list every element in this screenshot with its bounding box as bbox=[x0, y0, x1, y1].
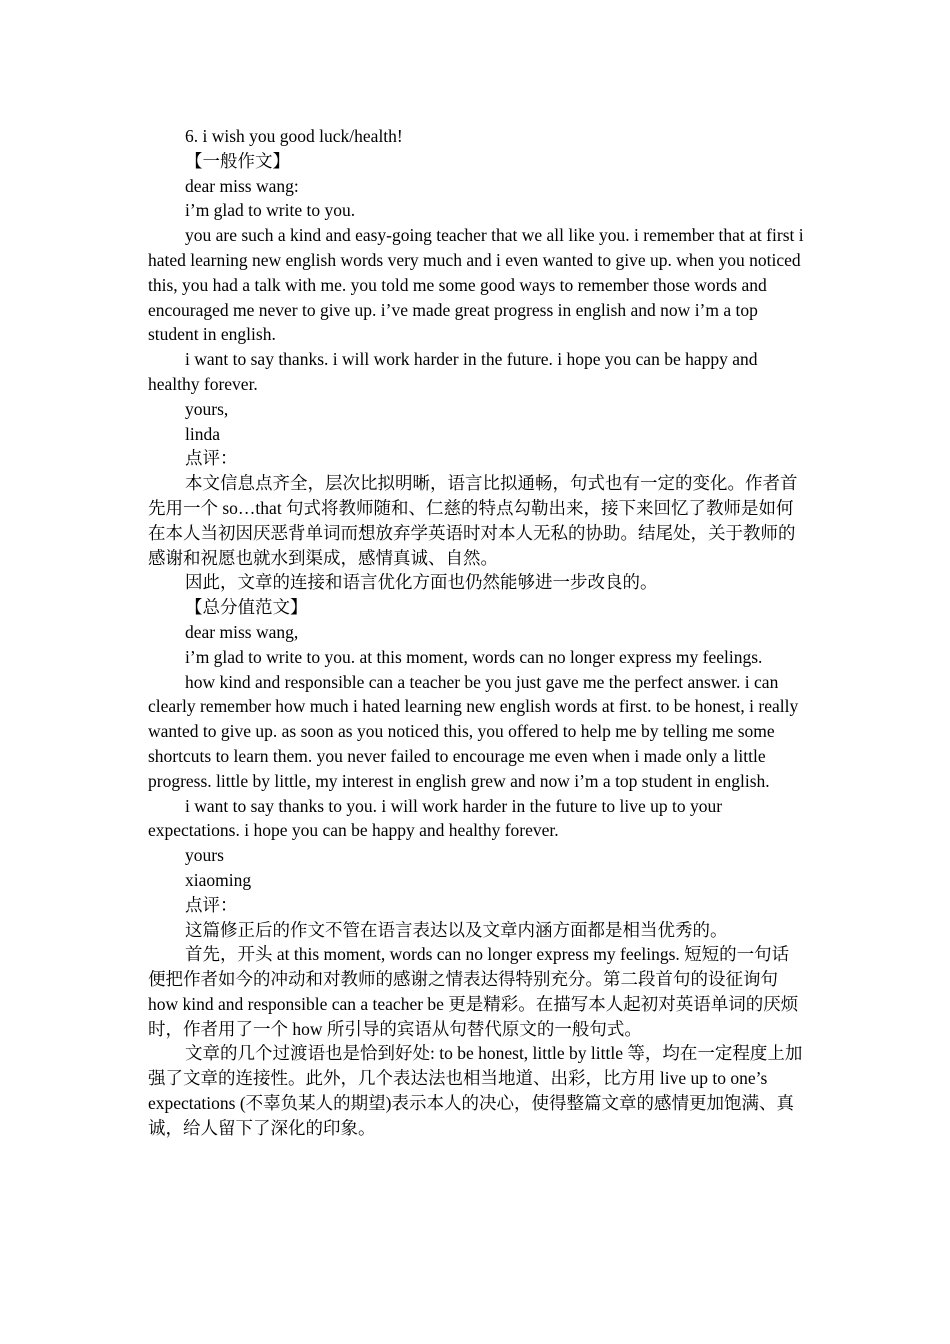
section-heading-general-essay: 【一般作文】 bbox=[185, 150, 290, 171]
comment-paragraph: 因此，文章的连接和语言优化方面也仍然能够进一步改良的。 bbox=[185, 572, 658, 593]
document-page bbox=[148, 124, 804, 1141]
letter-salutation: dear miss wang, bbox=[185, 621, 299, 642]
letter-body-paragraph: you are such a kind and easy-going teacher that we all like you. i remember that at first i hated learning new english words very much and i even wanted to give up. when you noticed this, you had a talk with me. you told me some good ways to remember those words and encouraged me never to give up. i’ve made great progress in english and now i’m a top student in english. bbox=[148, 225, 804, 345]
letter-closing-paragraph: i want to say thanks. i will work harder in the future. i hope you can be happy and healthy forever. bbox=[148, 349, 758, 394]
letter-signoff: yours, bbox=[185, 398, 229, 419]
letter-signature: linda bbox=[185, 423, 220, 444]
letter-body-paragraph: how kind and responsible can a teacher be you just gave me the perfect answer. i can clearly remember how much i hated learning new english words at first. to be honest, i really wanted to give up. as soon as you noticed this, you offered to help me by telling me some shortcuts to learn them. you never failed to encourage me even when i made only a little progress. little by little, my interest in english grew and now i’m a top student in english. bbox=[148, 671, 799, 791]
letter-opening-line: i’m glad to write to you. bbox=[185, 200, 356, 221]
comment-paragraph: 文章的几个过渡语也是恰到好处: to be honest, little by little 等，均在一定程度上加强了文章的连接性。此外，几个表达法也相当地道、出彩，比方用 live up to one’s expectations (不辜负某人的期望)表示本人的决心，使得整篇文章的感情更加饱满、真诚，给人留下了深化的印象。 bbox=[148, 1043, 803, 1138]
letter-signoff: yours bbox=[185, 845, 224, 866]
comment-label: 点评： bbox=[185, 448, 238, 469]
letter-signature: xiaoming bbox=[185, 869, 252, 890]
comment-label: 点评： bbox=[185, 894, 238, 915]
comment-paragraph: 本文信息点齐全，层次比拟明晰，语言比拟通畅，句式也有一定的变化。作者首先用一个 so…that 句式将教师随和、仁慈的特点勾勒出来，接下来回忆了教师是如何在本人当初因厌恶背单词而想放弃学英语时对本人无私的协助。结尾处，关于教师的感谢和祝愿也就水到渠成，感情真诚、自然。 bbox=[148, 473, 798, 568]
section-heading-model-essay: 【总分值范文】 bbox=[185, 597, 308, 618]
comment-paragraph: 首先，开头 at this moment, words can no longer express my feelings. 短短的一句话便把作者如今的冲动和对教师的感谢之情表达得特别充分。第二段首句的设征询句 how kind and responsible can a teacher be 更是精彩。在描写本人起初对英语单词的厌烦时，作者用了一个 how 所引导的宾语从句替代原文的一般句式。 bbox=[148, 944, 799, 1039]
letter-salutation: dear miss wang: bbox=[185, 175, 299, 196]
letter-closing-paragraph: i want to say thanks to you. i will work harder in the future to live up to your expectations. i hope you can be happy and healthy forever. bbox=[148, 795, 723, 841]
comment-paragraph: 这篇修正后的作文不管在语言表达以及文章内涵方面都是相当优秀的。 bbox=[185, 919, 728, 940]
letter-opening-line: i’m glad to write to you. at this moment, words can no longer express my feelings. bbox=[185, 646, 763, 667]
list-item-wish: 6. i wish you good luck/health! bbox=[185, 126, 403, 146]
